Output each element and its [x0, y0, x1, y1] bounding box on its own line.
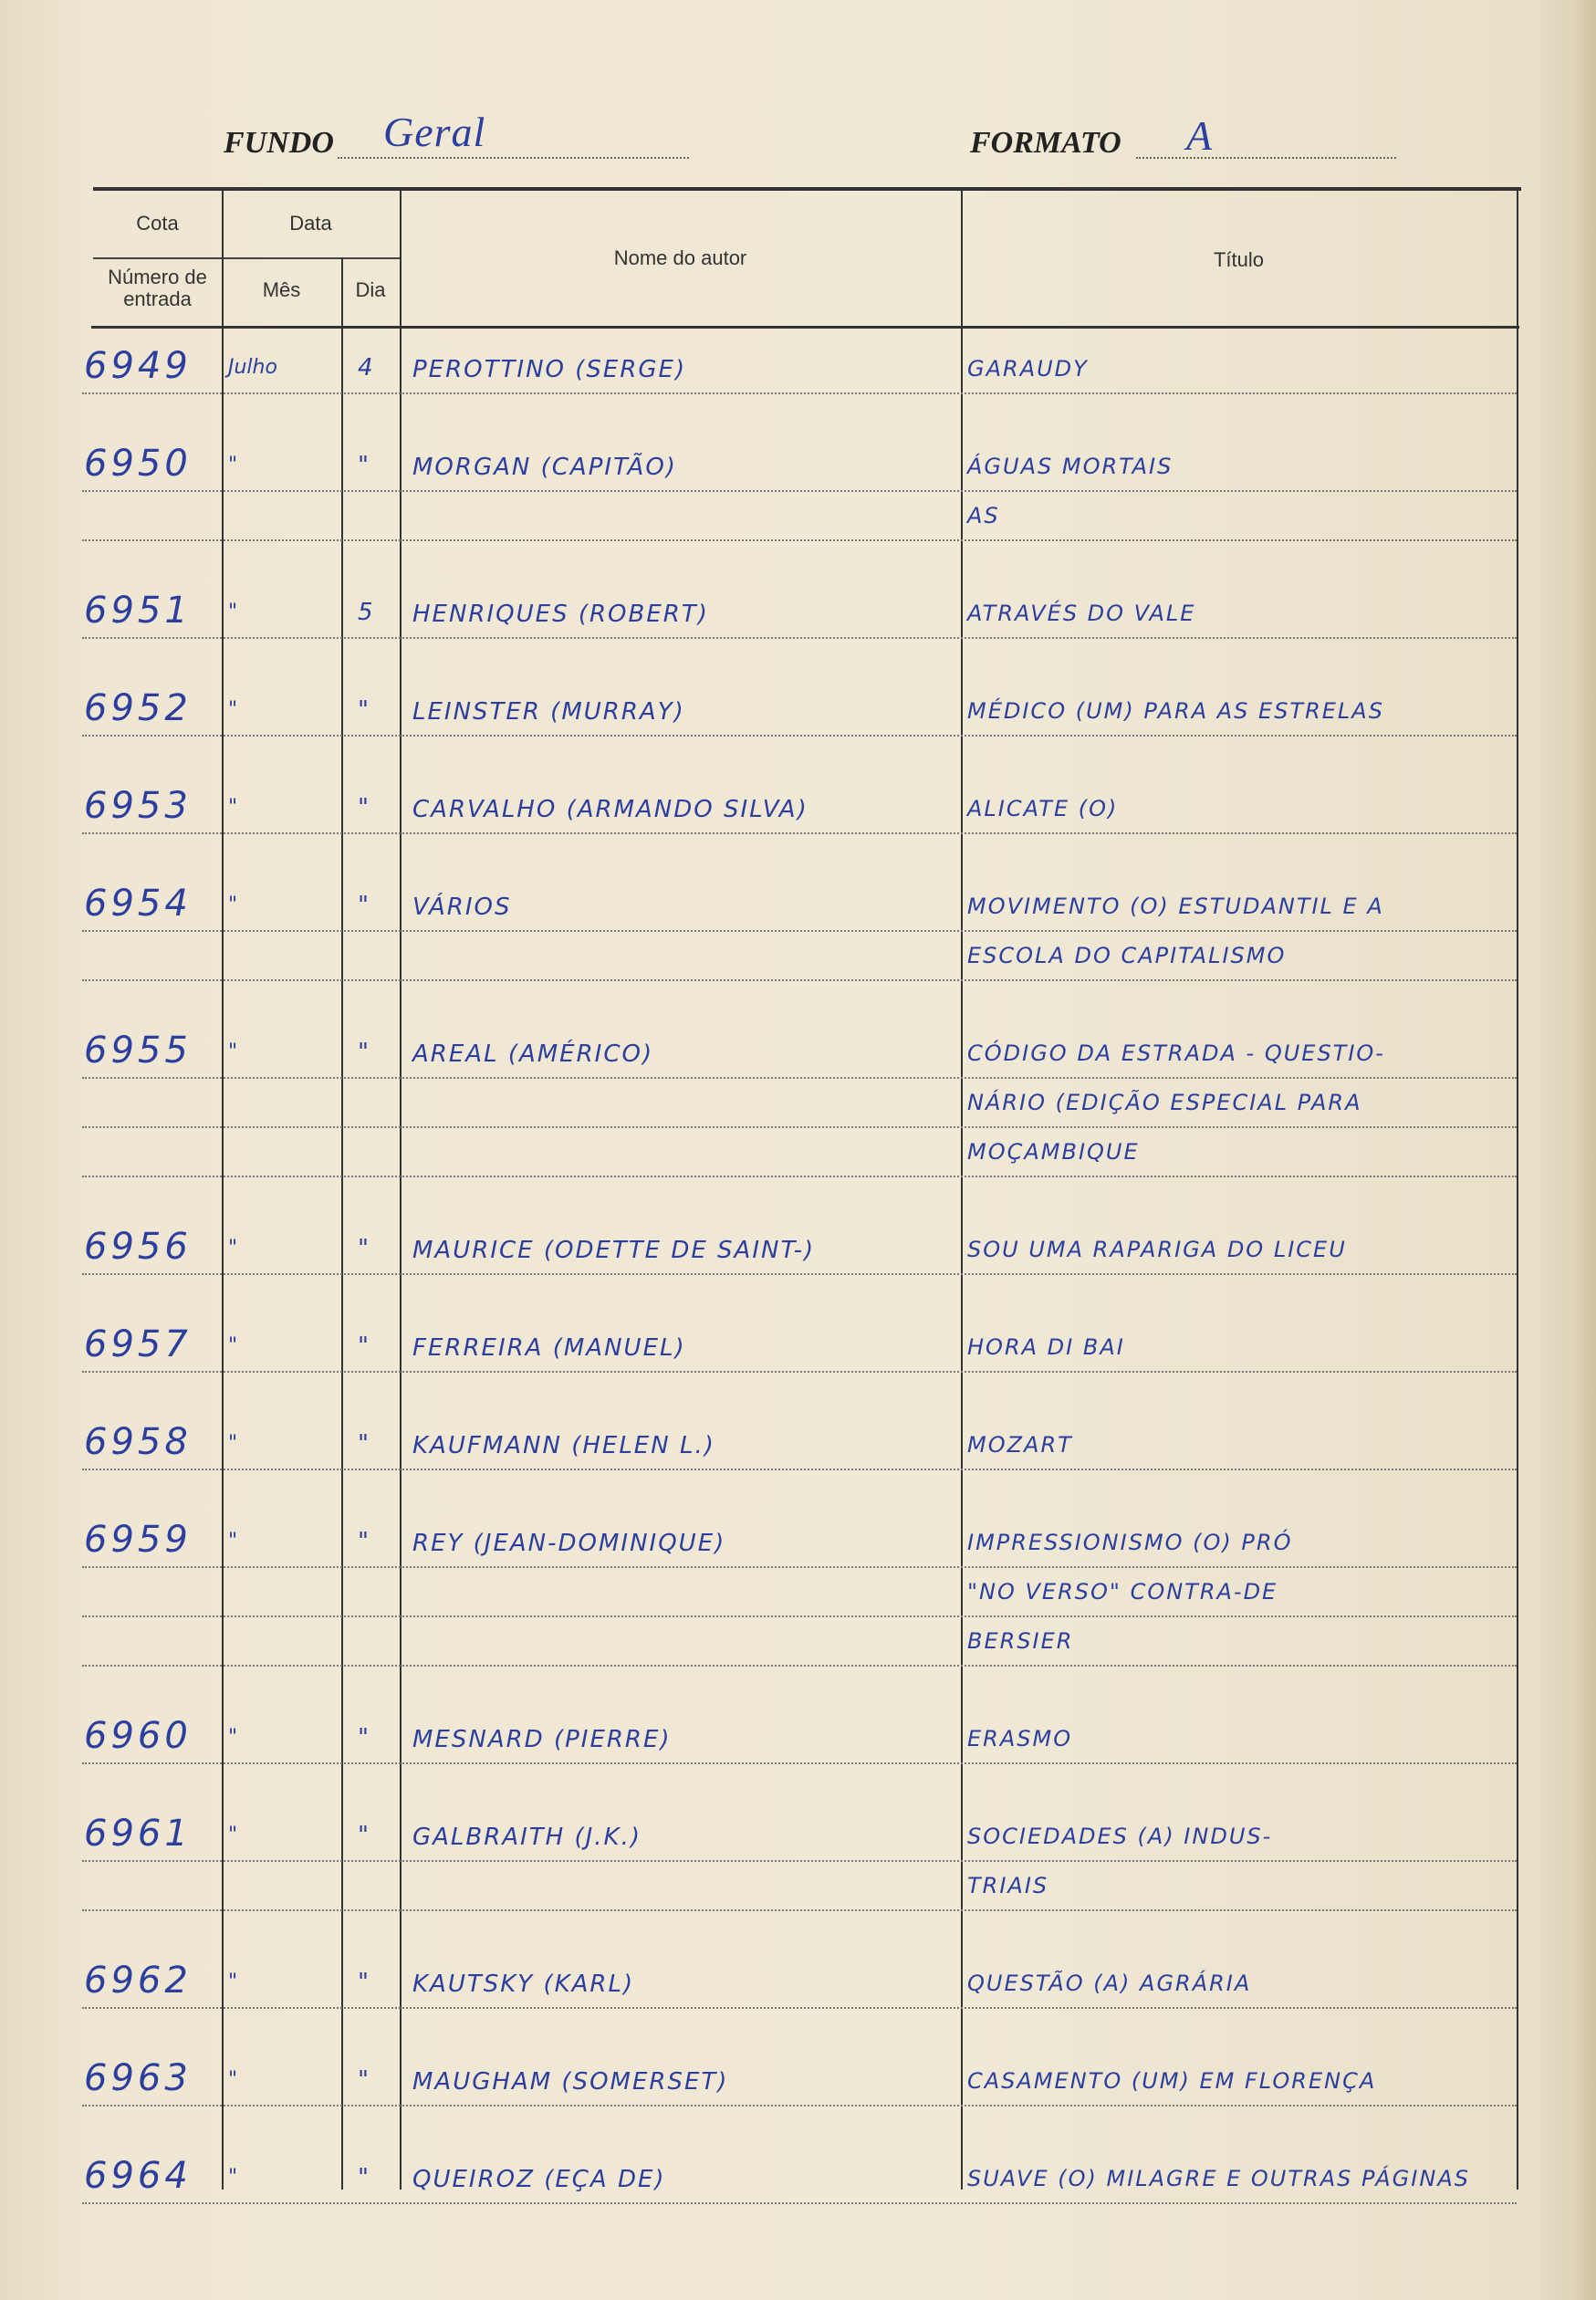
entry-title-line: NÁRIO (EDIÇÃO ESPECIAL PARA — [967, 1090, 1362, 1115]
table-top-rule — [93, 187, 1521, 191]
entry-title-line: SUAVE (O) MILAGRE E OUTRAS PÁGINAS — [967, 2166, 1470, 2191]
entry-number: 6951 — [84, 590, 192, 632]
entry-day: " — [358, 1528, 370, 1555]
entry-title-line: MÉDICO (UM) PARA AS ESTRELAS — [967, 698, 1384, 724]
entry-number: 6954 — [84, 883, 192, 925]
entry-number: 6958 — [84, 1421, 192, 1463]
entry-month: Julho — [228, 356, 277, 379]
entry-title-line: ATRAVÉS DO VALE — [967, 601, 1196, 626]
entry-author: LEINSTER (MURRAY) — [412, 698, 685, 726]
fundo-label: FUNDO — [224, 126, 334, 160]
entry-author: CARVALHO (ARMANDO SILVA) — [412, 796, 808, 823]
entry-month: " — [228, 1040, 238, 1063]
colhead-dia: Dia — [355, 278, 386, 301]
entry-rule — [82, 539, 1517, 541]
colhead-nome-autor: Nome do autor — [613, 246, 747, 269]
entry-month: " — [228, 1971, 238, 1993]
entry-number: 6953 — [84, 785, 192, 827]
entry-day: " — [358, 1235, 370, 1262]
entry-rule — [82, 1126, 1517, 1128]
entry-author: MAURICE (ODETTE DE SAINT-) — [412, 1237, 816, 1264]
entry-month: " — [228, 698, 238, 721]
colhead-numero-entrada: Número de entrada — [108, 266, 207, 310]
fundo-line — [338, 157, 689, 159]
entry-title-line: MOÇAMBIQUE — [967, 1139, 1140, 1165]
entry-rule — [82, 1909, 1517, 1911]
entry-author: QUEIROZ (EÇA DE) — [412, 2166, 666, 2193]
entry-title-line: ESCOLA DO CAPITALISMO — [967, 943, 1287, 968]
entry-number: 6952 — [84, 687, 192, 729]
entry-title-line: AS — [967, 503, 1000, 528]
entry-month: " — [228, 2166, 238, 2189]
entry-day: " — [358, 1822, 370, 1849]
entry-rule — [82, 1762, 1517, 1764]
entry-title-line: IMPRESSIONISMO (O) PRÓ — [967, 1530, 1293, 1555]
entry-title-line: TRIAIS — [967, 1873, 1049, 1898]
colhead-data: Data — [289, 212, 332, 235]
entry-rule — [82, 1566, 1517, 1568]
entry-author: KAUFMANN (HELEN L.) — [412, 1432, 715, 1459]
colhead-cota: Cota — [136, 212, 179, 235]
entry-day: " — [358, 2164, 370, 2191]
entry-author: FERREIRA (MANUEL) — [412, 1334, 686, 1362]
entry-title-line: ERASMO — [967, 1726, 1073, 1751]
entry-title-line: BERSIER — [967, 1628, 1074, 1654]
entry-rule — [82, 832, 1517, 834]
entry-number: 6957 — [84, 1323, 192, 1365]
entry-author: PEROTTINO (SERGE) — [412, 356, 687, 383]
entry-day: " — [358, 794, 370, 821]
entry-rule — [82, 1615, 1517, 1617]
entry-day: " — [358, 696, 370, 724]
entry-number: 6950 — [84, 443, 192, 485]
entry-title-line: GARAUDY — [967, 356, 1089, 382]
entry-rule — [82, 1273, 1517, 1275]
entry-title-line: MOZART — [967, 1432, 1073, 1458]
entry-day: " — [358, 892, 370, 919]
entry-number: 6955 — [84, 1030, 192, 1072]
entry-month: " — [228, 2068, 238, 2091]
entry-rule — [82, 979, 1517, 981]
entry-rule — [82, 392, 1517, 394]
page-binding — [1569, 0, 1596, 2300]
entry-day: " — [358, 1039, 370, 1066]
entry-month: " — [228, 454, 238, 476]
entry-rule — [82, 1176, 1517, 1177]
entry-author: AREAL (AMÉRICO) — [412, 1040, 654, 1068]
data-sub-rule — [222, 257, 402, 259]
entry-number: 6949 — [84, 345, 192, 387]
entry-rule — [82, 735, 1517, 737]
entry-title-line: ÁGUAS MORTAIS — [967, 454, 1174, 479]
col-sep-2 — [341, 257, 343, 2190]
entry-day: " — [358, 1430, 370, 1458]
entry-month: " — [228, 1824, 238, 1846]
entry-number: 6960 — [84, 1715, 192, 1757]
entry-month: " — [228, 796, 238, 819]
entry-month: " — [228, 1334, 238, 1357]
entry-day: " — [358, 2066, 370, 2094]
entry-rule — [82, 2007, 1517, 2009]
entry-rule — [82, 490, 1517, 492]
entry-day: 5 — [358, 599, 375, 626]
formato-line — [1136, 157, 1396, 159]
entry-month: " — [228, 1237, 238, 1260]
entry-author: GALBRAITH (J.K.) — [412, 1824, 642, 1851]
entry-month: " — [228, 1432, 238, 1455]
entry-rule — [82, 1469, 1517, 1470]
entry-number: 6962 — [84, 1960, 192, 2002]
entry-author: MORGAN (CAPITÃO) — [412, 454, 677, 481]
entry-rule — [82, 637, 1517, 639]
entry-rule — [82, 1860, 1517, 1862]
colhead-mes: Mês — [262, 278, 301, 301]
entry-rule — [82, 1371, 1517, 1373]
formato-value: A — [1186, 112, 1214, 159]
entry-title-line: QUESTÃO (A) AGRÁRIA — [967, 1971, 1252, 1996]
colhead-titulo: Título — [1213, 248, 1265, 271]
entry-day: " — [358, 1724, 370, 1751]
entry-day: " — [358, 1333, 370, 1360]
entry-day: " — [358, 452, 370, 479]
entry-title-line: CÓDIGO DA ESTRADA - QUESTIO- — [967, 1040, 1385, 1066]
entry-month: " — [228, 1530, 238, 1552]
col-sep-5 — [1517, 191, 1518, 2190]
entry-author: VÁRIOS — [412, 894, 512, 921]
entry-title-line: HORA DI BAI — [967, 1334, 1125, 1360]
cota-sub-rule — [93, 257, 222, 259]
entry-number: 6956 — [84, 1226, 192, 1268]
formato-label: FORMATO — [970, 126, 1121, 160]
entry-author: HENRIQUES (ROBERT) — [412, 601, 709, 628]
entry-author: REY (JEAN-DOMINIQUE) — [412, 1530, 726, 1557]
entry-author: KAUTSKY (KARL) — [412, 1971, 635, 1998]
entry-rule — [82, 2105, 1517, 2107]
entry-number: 6963 — [84, 2057, 192, 2099]
entry-day: 4 — [358, 354, 375, 382]
fundo-value: Geral — [383, 109, 486, 155]
header-bottom-rule — [91, 326, 1519, 329]
entry-month: " — [228, 894, 238, 916]
entry-title-line: ALICATE (O) — [967, 796, 1119, 821]
entry-month: " — [228, 601, 238, 623]
entry-rule — [82, 930, 1517, 932]
entry-author: MAUGHAM (SOMERSET) — [412, 2068, 729, 2096]
entry-author: MESNARD (PIERRE) — [412, 1726, 672, 1753]
entry-title-line: CASAMENTO (UM) EM FLORENÇA — [967, 2068, 1377, 2094]
entry-number: 6961 — [84, 1813, 192, 1855]
entry-rule — [82, 1077, 1517, 1079]
entry-title-line: MOVIMENTO (O) ESTUDANTIL E A — [967, 894, 1384, 919]
entry-number: 6959 — [84, 1519, 192, 1561]
entry-title-line: SOCIEDADES (A) INDUS- — [967, 1824, 1273, 1849]
entry-rule — [82, 2202, 1517, 2204]
entry-number: 6964 — [84, 2155, 192, 2197]
entry-title-line: SOU UMA RAPARIGA DO LICEU — [967, 1237, 1347, 1262]
entry-title-line: "NO VERSO" CONTRA-DE — [967, 1579, 1278, 1605]
entry-day: " — [358, 1969, 370, 1996]
entry-rule — [82, 1665, 1517, 1667]
entry-month: " — [228, 1726, 238, 1749]
